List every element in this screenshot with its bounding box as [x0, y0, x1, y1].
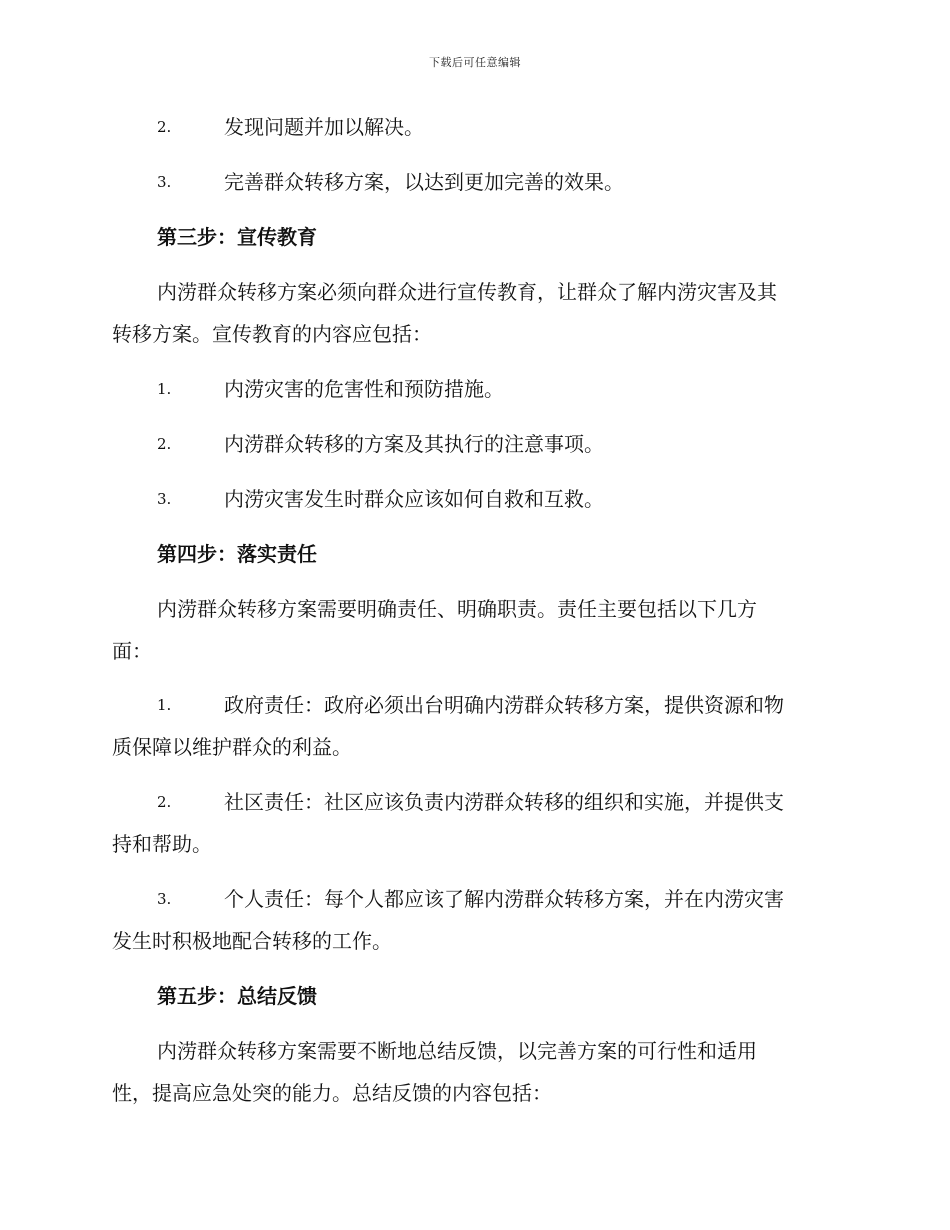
list-number: 3. [157, 173, 172, 191]
list-number: 3. [157, 890, 172, 908]
section-heading-step3: 第三步：宣传教育 [157, 225, 317, 249]
list-item-text: 内涝群众转移的方案及其执行的注意事项。 [224, 432, 604, 456]
list-item-text-continued: 质保障以维护群众的利益。 [112, 735, 352, 759]
list-number: 2. [157, 435, 172, 453]
section-heading-step4: 第四步：落实责任 [157, 542, 317, 566]
list-item-text: 发现问题并加以解决。 [224, 115, 424, 139]
list-item-text-continued: 持和帮助。 [112, 832, 212, 856]
list-item-text: 完善群众转移方案，以达到更加完善的效果。 [224, 170, 624, 194]
paragraph-line: 面： [112, 639, 152, 663]
paragraph-line: 转移方案。宣传教育的内容应包括： [112, 322, 432, 346]
list-number: 3. [157, 490, 172, 508]
paragraph-line: 内涝群众转移方案需要不断地总结反馈，以完善方案的可行性和适用 [157, 1039, 757, 1063]
list-number: 2. [157, 793, 172, 811]
paragraph-line: 性，提高应急处突的能力。总结反馈的内容包括： [112, 1081, 552, 1105]
list-number: 1. [157, 380, 172, 398]
list-item-text: 社区责任：社区应该负责内涝群众转移的组织和实施，并提供支 [224, 790, 784, 814]
list-item-text: 内涝灾害的危害性和预防措施。 [224, 377, 504, 401]
header-note: 下载后可任意编辑 [429, 56, 521, 69]
list-number: 1. [157, 696, 172, 714]
list-item-text-continued: 发生时积极地配合转移的工作。 [112, 929, 392, 953]
paragraph-line: 内涝群众转移方案必须向群众进行宣传教育，让群众了解内涝灾害及其 [157, 280, 777, 304]
paragraph-line: 内涝群众转移方案需要明确责任、明确职责。责任主要包括以下几方 [157, 597, 757, 621]
list-item-text: 个人责任：每个人都应该了解内涝群众转移方案，并在内涝灾害 [224, 887, 784, 911]
section-heading-step5: 第五步：总结反馈 [157, 984, 317, 1008]
list-item-text: 政府责任：政府必须出台明确内涝群众转移方案，提供资源和物 [224, 693, 784, 717]
list-number: 2. [157, 118, 172, 136]
list-item-text: 内涝灾害发生时群众应该如何自救和互救。 [224, 487, 604, 511]
